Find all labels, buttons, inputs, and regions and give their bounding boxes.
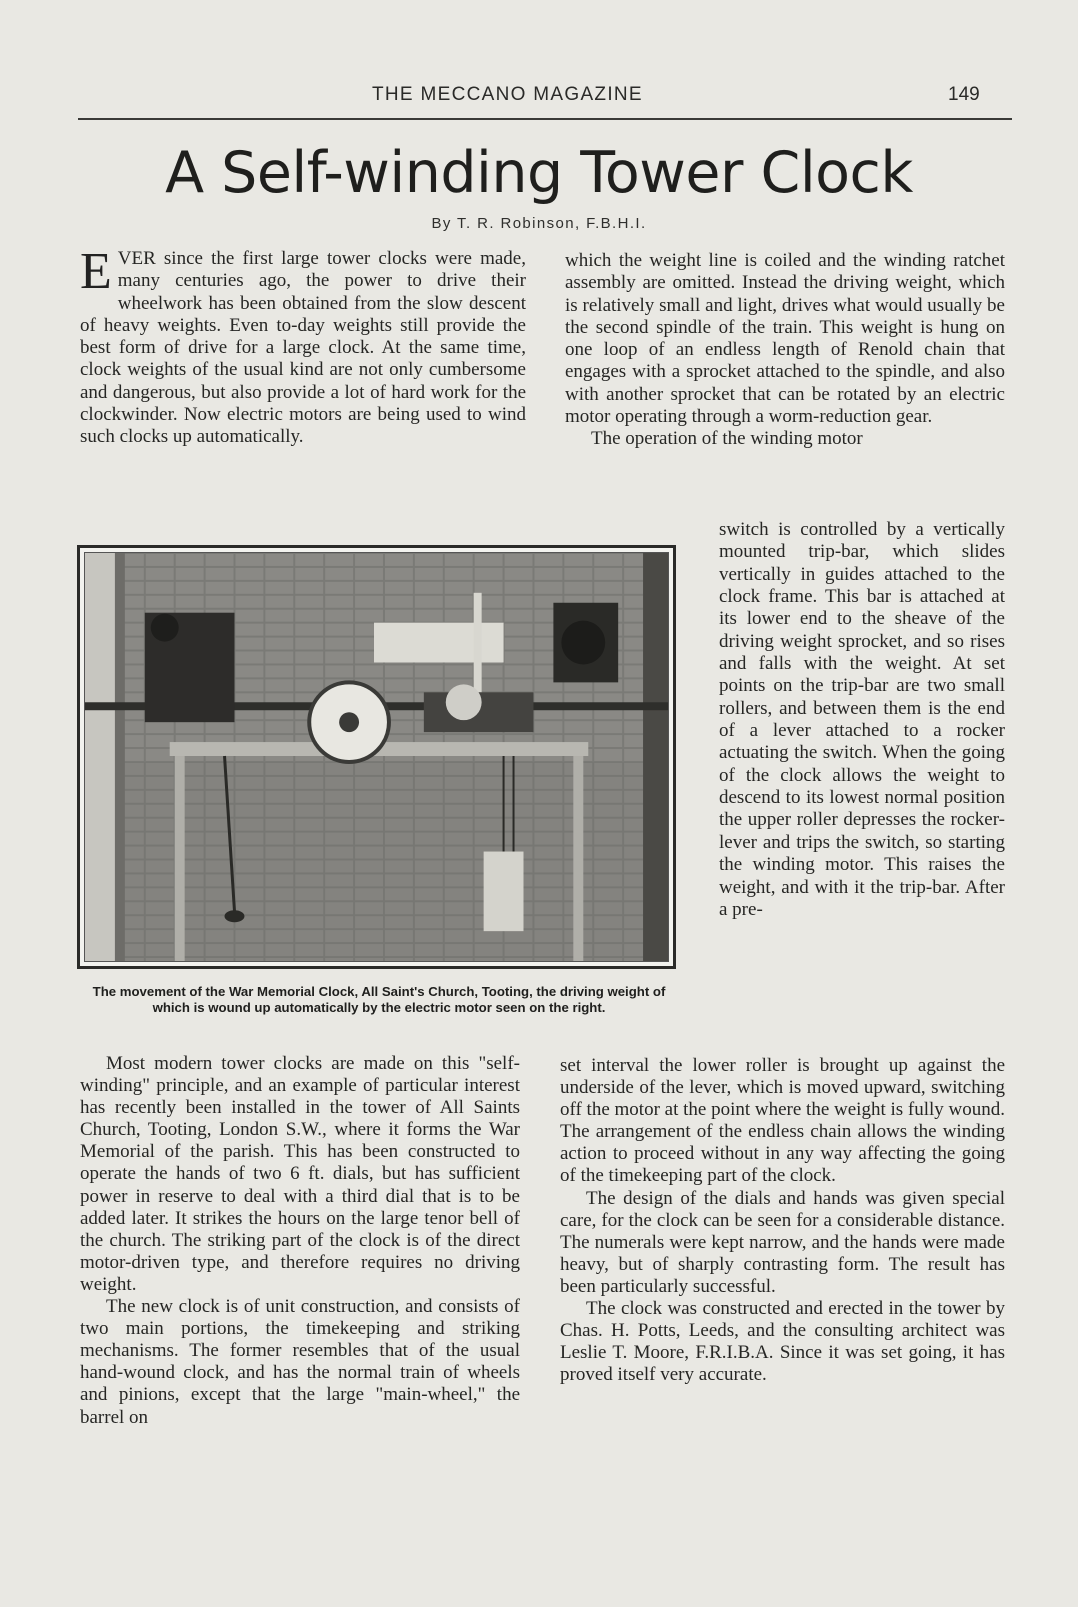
right-column-bottom bbox=[560, 1055, 1005, 1386]
header-rule bbox=[78, 118, 1012, 120]
intro-text: VER since the first large tower clocks were made, many centuries ago, the power to drive their wheelwork has been obtained from the slow descent of heavy weights. Even to-day weights still provide the best form of drive for a large clock. At the same time, clock weights of the usual kind are not only cumbersome and dangerous, but also provide a lot of hard work for the clockwinder. Now electric motors are being used to wind such clocks up automatically. bbox=[80, 248, 526, 448]
intro-paragraph bbox=[80, 243, 526, 449]
paragraph: The design of the dials and hands was given special care, for the clock can be seen for a considerable distance. The numerals were kept narrow, and the hands were made heavy, but of sharply contrasting form. The result has been particularly successful. bbox=[560, 1187, 1005, 1297]
page-number: 149 bbox=[948, 84, 980, 105]
paragraph: switch is controlled by a vertically mounted trip-bar, which slides vertically in guides attached to the clock frame. This bar is attached at its lower end to the sheave of the driving weight sprocket, and so rises and falls with the weight. At set points on the trip-bar are two small rollers, and between them is the end of a lever attached to a rocker actuating the switch. When the going of the clock allows the weight to descend to its lowest normal position the upper roller depresses the rocker-lever and trips the switch, so starting the winding motor. This raises the weight, and with it the trip-bar. After a pre- bbox=[719, 519, 1005, 920]
drop-cap: E bbox=[80, 243, 112, 300]
photo-image bbox=[84, 552, 669, 962]
photo-caption: The movement of the War Memorial Clock, All Saint's Church, Tooting, the driving weight of which is wound up automatically by the electric motor seen on the right. bbox=[92, 984, 666, 1015]
left-column-top bbox=[80, 243, 526, 449]
paragraph: set interval the lower roller is brought up against the underside of the lever, which is moved upward, switching off the motor at the point where the weight is fully wound. The arrangement of the endless chain allows the winding action to proceed without in any way affecting the going of the timekeeping part of the clock. bbox=[560, 1055, 1006, 1187]
right-column-wrap bbox=[719, 519, 1005, 921]
running-head: THE MECCANO MAGAZINE bbox=[372, 84, 643, 105]
paragraph: The operation of the winding motor bbox=[591, 428, 863, 450]
paragraph: Most modern tower clocks are made on this "self-winding" principle, and an example of particular interest has recently been installed in the tower of All Saints Church, Tooting, London S.W., where it forms the War Memorial of the parish. This has been constructed to operate the hands of two 6 ft. dials, but has sufficient power in reserve to deal with a third dial that is to be added later. It strikes the hours on the large tenor bell of the church. The striking part of the clock is of the direct motor-driven type, and therefore requires no driving weight. bbox=[80, 1053, 520, 1295]
article-byline: By T. R. Robinson, F.B.H.I. bbox=[431, 215, 647, 232]
left-column-bottom bbox=[80, 1053, 520, 1429]
clock-movement-photo bbox=[77, 545, 676, 969]
article-title: A Self-winding Tower Clock bbox=[165, 140, 913, 206]
paragraph: which the weight line is coiled and the winding ratchet assembly are omitted. Instead the driving weight, which is relatively small and light, drives what would usually be the second spindle of the train. This weight is hung on one loop of an endless length of Renold chain that engages with a sprocket attached to the spindle, and also with another sprocket that can be rotated by an electric motor operating through a worm-reduction gear. bbox=[565, 250, 1005, 428]
paragraph: The new clock is of unit construction, and consists of two main portions, the timekeeping and striking mechanisms. The former resembles that of the usual hand-wound clock, and has the normal train of wheels and pinions, except that the large "main-wheel," the barrel on bbox=[80, 1296, 520, 1428]
paragraph: The clock was constructed and erected in the tower by Chas. H. Potts, Leeds, and the consulting architect was Leslie T. Moore, F.R.I.B.A. Since it was set going, it has proved itself very accurate. bbox=[560, 1298, 1005, 1386]
right-column-top bbox=[565, 250, 1005, 451]
